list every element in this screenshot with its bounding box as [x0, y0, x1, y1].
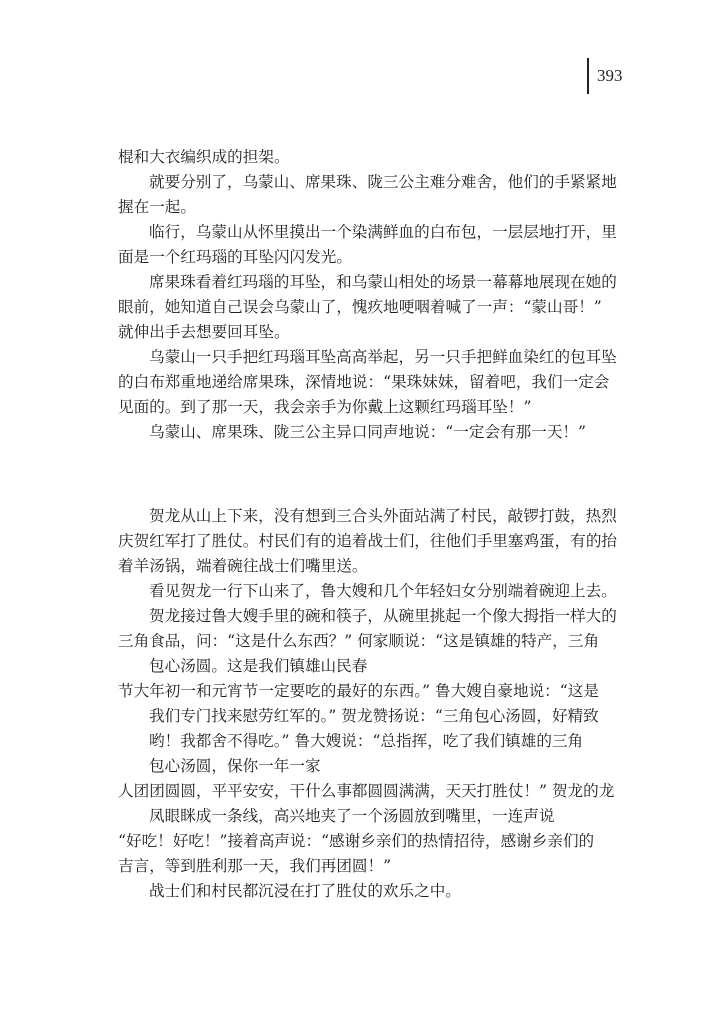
- text-line: 战士们和村民都沉浸在打了胜仗的欢乐之中。: [149, 882, 461, 900]
- text-line: 就要分别了，乌蒙山、席果珠、陇三公主难分难舍，他们的手紧紧地: [149, 173, 617, 191]
- text-line: 贺龙从山上下来，没有想到三合头外面站满了村民，敲锣打鼓，热烈: [149, 507, 617, 525]
- text-line: 庆贺红军打了胜仗。村民们有的追着战士们，往他们手里塞鸡蛋，有的抬: [118, 532, 618, 550]
- text-line: 节大年初一和元宵节一定要吃的最好的东西。” 鲁大嫂自豪地说：“这是: [118, 682, 599, 700]
- text-line: 席果珠看着红玛瑙的耳坠，和乌蒙山相处的场景一幕幕地展现在她的: [149, 273, 617, 291]
- text-line: 临行，乌蒙山从怀里摸出一个染满鲜血的白布包，一层层地打开，里: [149, 223, 617, 241]
- text-line: 三角食品，问：“这是什么东西？” 何家顺说：“这是镇雄的特产，三角: [118, 632, 600, 650]
- text-line: 凤眼眯成一条线，高兴地夹了一个汤圆放到嘴里，一连声说: [149, 807, 555, 825]
- text-line: 乌蒙山、席果珠、陇三公主异口同声地说：“一定会有那一天！”: [149, 423, 586, 441]
- text-line: 棍和大衣编织成的担架。: [118, 148, 290, 166]
- text-line: “好吃！好吃！”接着高声说：“感谢乡亲们的热情招待，感谢乡亲们的: [118, 832, 595, 850]
- text-line: 包心汤圆，保你一年一家: [149, 757, 321, 775]
- text-line: 哟！我都舍不得吃。” 鲁大嫂说：“总指挥，吃了我们镇雄的三角: [149, 732, 584, 750]
- text-line: 的白布郑重地递给席果珠，深情地说：“果珠妹妹，留着吧，我们一定会: [118, 373, 610, 391]
- text-line: 握在一起。: [118, 198, 196, 216]
- text-line: 面是一个红玛瑙的耳坠闪闪发光。: [118, 248, 352, 266]
- text-line: 包心汤圆。这是我们镇雄山民春: [149, 657, 368, 675]
- text-line: 着羊汤锅，端着碗往战士们嘴里送。: [118, 557, 368, 575]
- page-number-rule: [587, 58, 589, 94]
- text-line: 眼前，她知道自己误会乌蒙山了，愧疚地哽咽着喊了一声：“蒙山哥！”: [118, 298, 602, 316]
- text-line: 见面的。到了那一天，我会亲手为你戴上这颗红玛瑙耳坠！”: [118, 398, 532, 416]
- text-line: 我们专门找来慰劳红军的。” 贺龙赞扬说：“三角包心汤圆，好精致: [149, 707, 599, 725]
- text-line: 人团团圆圆，平平安安，干什么事都圆圆满满，天天打胜仗！” 贺龙的龙: [118, 782, 615, 800]
- text-line: 贺龙接过鲁大嫂手里的碗和筷子，从碗里挑起一个像大拇指一样大的: [149, 607, 617, 625]
- text-line: 乌蒙山一只手把红玛瑙耳坠高高举起，另一只手把鲜血染红的包耳坠: [149, 348, 617, 366]
- text-line: 吉言，等到胜利那一天，我们再团圆！”: [118, 857, 392, 875]
- text-line: 就伸出手去想要回耳坠。: [118, 323, 290, 341]
- page-number: 393: [597, 66, 623, 85]
- text-line: 看见贺龙一行下山来了，鲁大嫂和几个年轻妇女分别端着碗迎上去。: [149, 582, 617, 600]
